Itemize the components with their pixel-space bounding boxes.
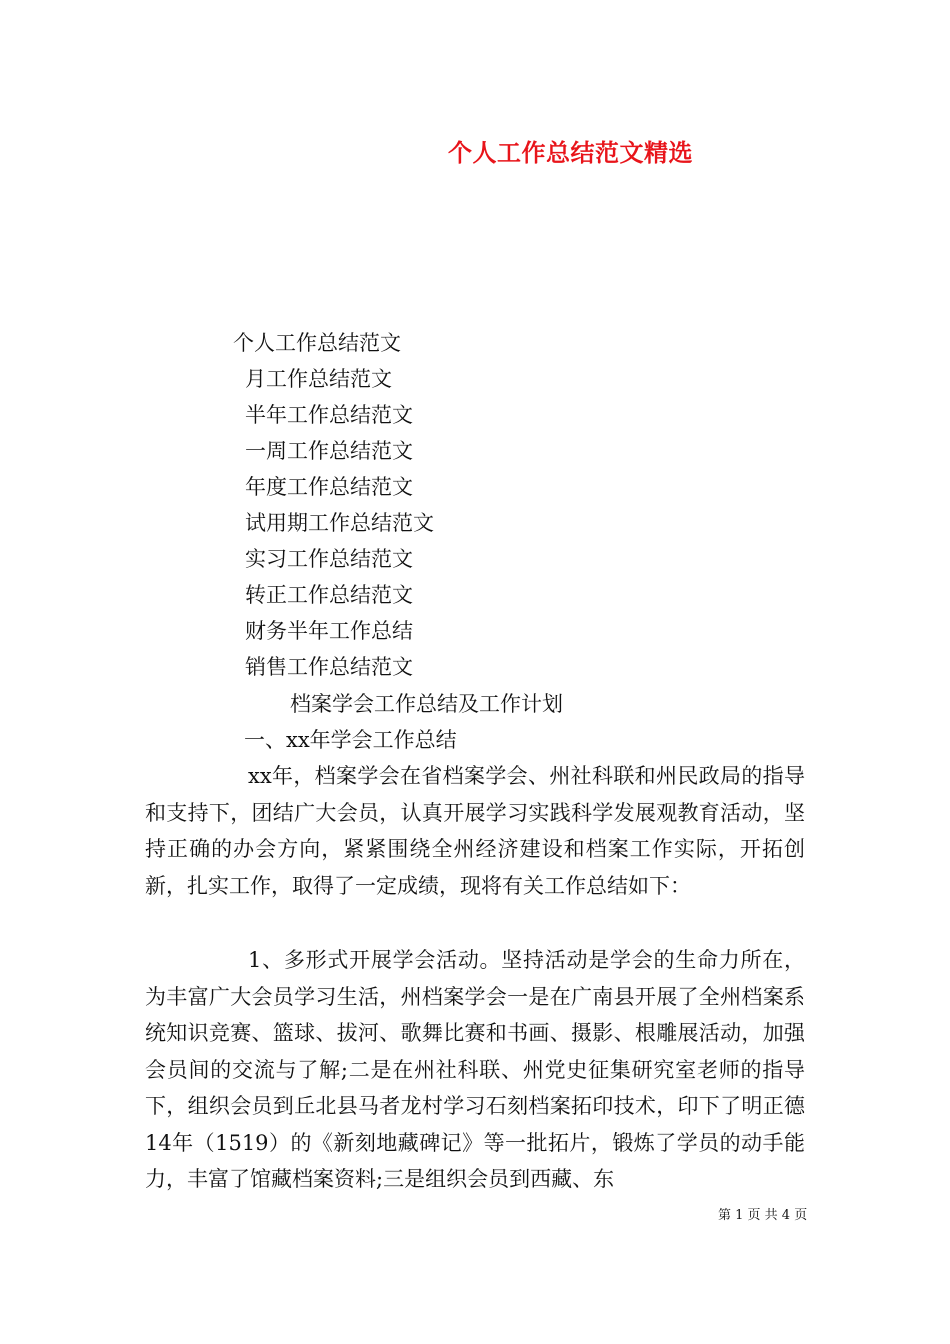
toc-item: 月工作总结范文 <box>245 367 392 391</box>
article-title: 档案学会工作总结及工作计划 <box>290 692 563 716</box>
section-heading: 一、xx年学会工作总结 <box>244 728 457 752</box>
table-of-contents <box>233 325 434 685</box>
toc-item: 转正工作总结范文 <box>245 583 413 607</box>
document-title: 个人工作总结范文精选 <box>448 138 693 167</box>
body-paragraph: xx年，档案学会在省档案学会、州社科联和州民政局的指导和支持下，团结广大会员，认真开展学习实践科学发展观教育活动，坚持正确的办会方向，紧紧围绕全州经济建设和档案工作实际，开拓创新，扎实工作，取得了一定成绩，现将有关工作总结如下： <box>145 764 805 898</box>
toc-item: 销售工作总结范文 <box>245 655 413 679</box>
page-number-footer: 第 1 页 共 4 页 <box>718 1208 808 1223</box>
toc-item: 半年工作总结范文 <box>245 403 413 427</box>
body-paragraph: 1、多形式开展学会活动。坚持活动是学会的生命力所在，为丰富广大会员学习生活，州档案学会一是在广南县开展了全州档案系统知识竞赛、篮球、拔河、歌舞比赛和书画、摄影、根雕展活动，加强会员间的交流与了解;二是在州社科联、州党史征集研究室老师的指导下，组织会员到丘北县马者龙村学习石刻档案拓印技术，印下了明正德14年（1519）的《新刻地藏碑记》等一批拓片，锻炼了学员的动手能力，丰富了馆藏档案资料;三是组织会员到西藏、东 <box>145 948 805 1191</box>
toc-item: 一周工作总结范文 <box>245 439 413 463</box>
toc-item: 个人工作总结范文 <box>233 331 401 355</box>
toc-item: 试用期工作总结范文 <box>245 511 434 535</box>
toc-item: 财务半年工作总结 <box>245 619 413 643</box>
toc-item: 实习工作总结范文 <box>245 547 413 571</box>
toc-item: 年度工作总结范文 <box>245 475 413 499</box>
